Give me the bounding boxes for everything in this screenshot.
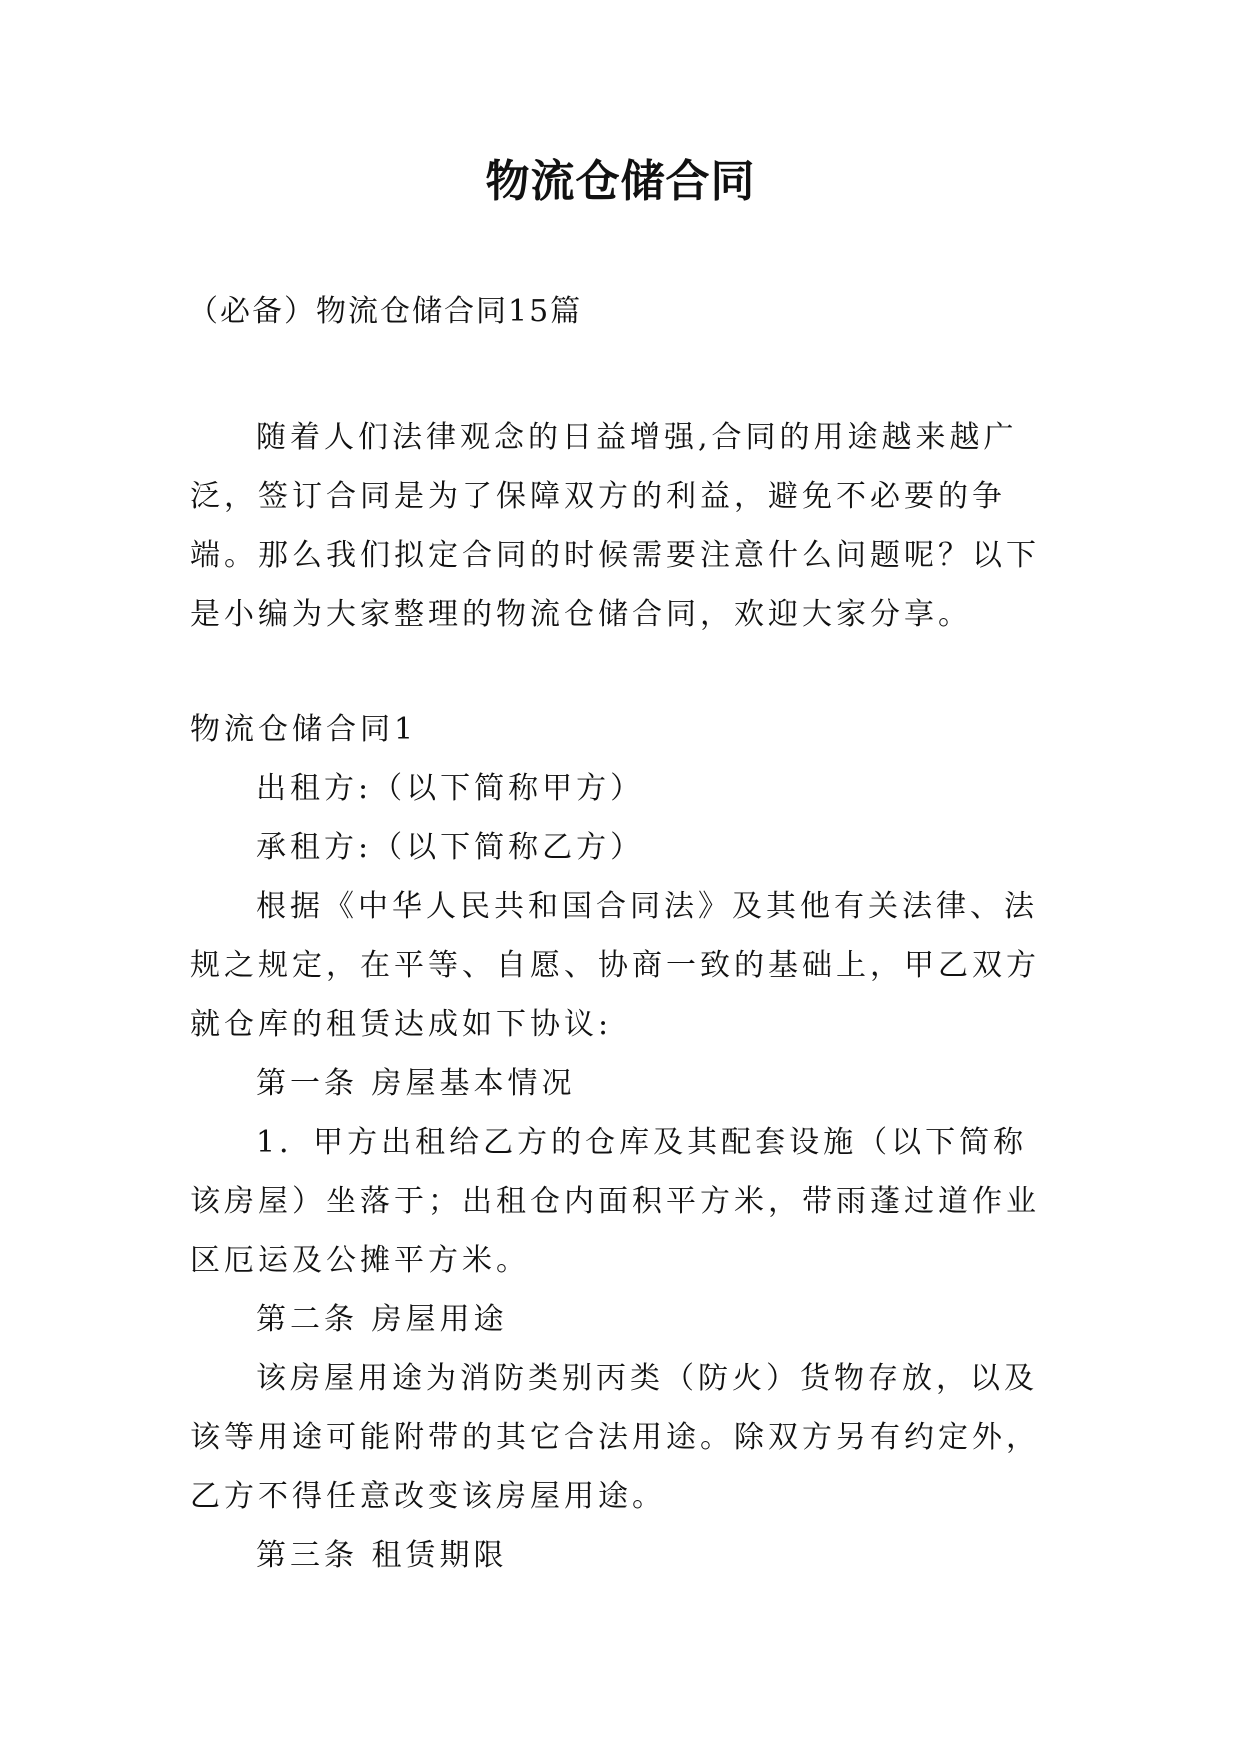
section-heading: 物流仓储合同1: [190, 712, 418, 747]
document-subtitle: （必备）物流仓储合同15篇: [188, 294, 583, 329]
legal-basis-paragraph: 根据《中华人民共和国合同法》及其他有关法律、法规之规定，在平等、自愿、协商一致的基础上，甲乙双方就仓库的租赁达成如下协议:: [190, 889, 1040, 1042]
article-2-paragraph: 该房屋用途为消防类别丙类（防火）货物存放，以及该等用途可能附带的其它合法用途。除双方另有约定外，乙方不得任意改变该房屋用途。: [190, 1361, 1040, 1514]
article-2-heading: 第二条 房屋用途: [256, 1302, 508, 1337]
contract-section: [190, 700, 1052, 1585]
intro-block: [190, 408, 1052, 644]
article-3-heading: 第三条 租赁期限: [256, 1538, 508, 1573]
lessee-line: 承租方:（以下简称乙方）: [256, 830, 645, 865]
intro-paragraph: 随着人们法律观念的日益增强,合同的用途越来越广泛，签订合同是为了保障双方的利益，避免不必要的争端。那么我们拟定合同的时候需要注意什么问题呢？以下是小编为大家整理的物流仓储合同，欢迎大家分享。: [190, 420, 1040, 632]
lessor-line: 出租方:（以下简称甲方）: [256, 771, 645, 806]
article-1-heading: 第一条 房屋基本情况: [256, 1066, 576, 1101]
document-title: 物流仓储合同: [485, 156, 756, 207]
article-1-paragraph: 1．甲方出租给乙方的仓库及其配套设施（以下简称该房屋）坐落于；出租仓内面积平方米，带雨蓬过道作业区厄运及公摊平方米。: [190, 1125, 1040, 1278]
